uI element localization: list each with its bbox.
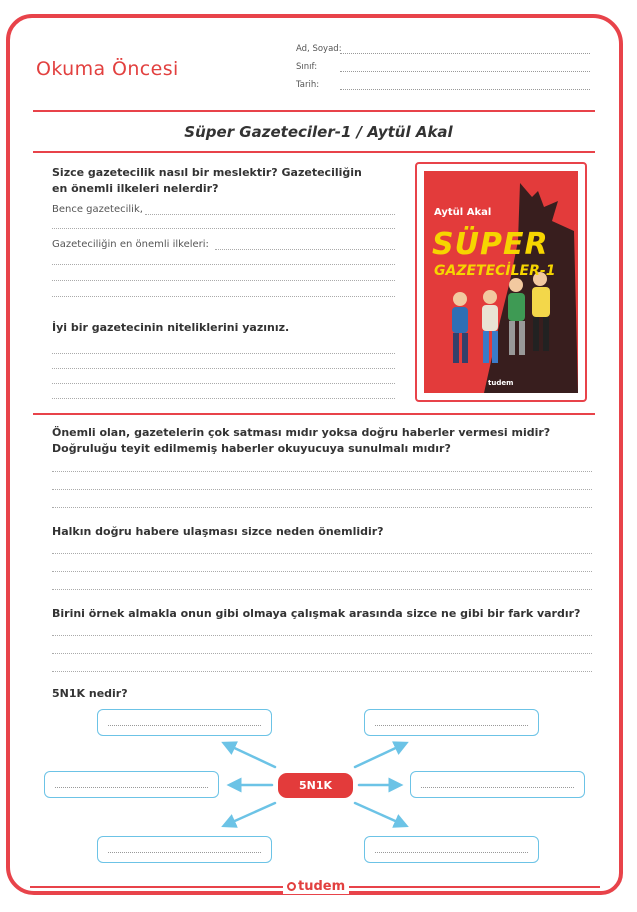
prompt-journalism: Bence gazetecilik, <box>52 204 143 215</box>
cover-author: Aytül Akal <box>434 207 492 218</box>
question-importance: Halkın doğru habere ulaşması sizce neden önemlidir? <box>52 525 384 538</box>
logo-circle-icon <box>287 882 296 891</box>
arrow-top-right <box>355 745 402 767</box>
answer-box-left[interactable] <box>44 771 219 798</box>
book-title: Süper Gazeteciler-1 / Aytül Akal <box>184 123 453 141</box>
question-qualities: İyi bir gazetecinin niteliklerini yazınız. <box>52 321 290 334</box>
diagram-center-badge: 5N1K <box>278 773 353 798</box>
cover-title-line1: SÜPER <box>432 227 549 262</box>
answer-box-right[interactable] <box>410 771 585 798</box>
answer-box-top-left[interactable] <box>97 709 272 736</box>
class-label: Sınıf: <box>296 62 318 72</box>
question-accuracy: Önemli olan, gazetelerin çok satması mıdır yoksa doğru haberler vermesi midir? Doğruluğu teyit edilmemiş haberler okuyucuya sunulmalı mıdır? <box>52 426 551 455</box>
publisher-logo <box>283 879 349 894</box>
prompt-principles: Gazeteciliğin en önemli ilkeleri: <box>52 239 209 250</box>
answer-box-bottom-right[interactable] <box>364 836 539 863</box>
answer-box-bottom-left[interactable] <box>97 836 272 863</box>
arrow-top-left <box>228 745 275 767</box>
cover-title-line2: GAZETECİLER-1 <box>434 263 556 279</box>
question-journalism: Sizce gazetecilik nasıl bir meslektir? Gazeteciliğin en önemli ilkeleri nelerdir? <box>52 166 362 195</box>
arrow-bottom-left <box>228 803 275 824</box>
answer-box-top-right[interactable] <box>364 709 539 736</box>
page-title: Okuma Öncesi <box>36 58 179 80</box>
cover-publisher: tudem <box>488 379 514 387</box>
date-label: Tarih: <box>296 80 320 90</box>
name-label: Ad, Soyad: <box>296 44 342 54</box>
question-role-model: Birini örnek almakla onun gibi olmaya çalışmak arasında sizce ne gibi bir fark vardır? <box>52 607 581 620</box>
arrow-bottom-right <box>355 803 402 824</box>
question-5n1k: 5N1K nedir? <box>52 687 128 700</box>
logo-text: tudem <box>298 879 346 894</box>
